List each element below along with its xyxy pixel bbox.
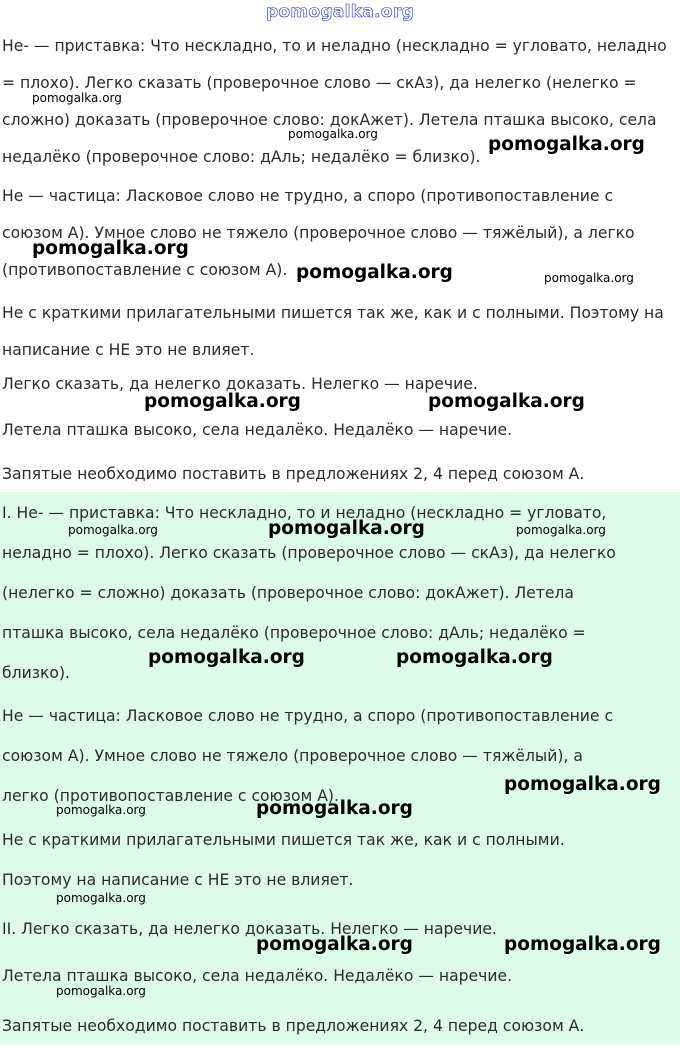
paragraph-adverb-2 (2, 412, 678, 449)
watermark: pomogalka.org (488, 134, 645, 155)
text-line: Запятые необходимо поставить в предложениях 2, 4 перед союзом А. (2, 465, 585, 483)
watermark: pomogalka.org (32, 91, 122, 105)
text-line: близко). (2, 664, 71, 682)
watermark: pomogalka.org (144, 391, 301, 412)
text-line: написание с НЕ это не влияет. (2, 341, 255, 359)
text-line: Не с краткими прилагательными пишется так же, как и с полными. Поэтому на (2, 304, 664, 322)
watermark: pomogalka.org (504, 934, 661, 955)
watermark: pomogalka.org (56, 803, 146, 817)
text-line: Легко сказать, да нелегко доказать. Нелегко — наречие. (2, 375, 478, 393)
paragraph-short-adjectives (2, 295, 678, 369)
text-line: неладно = плохо). Легко сказать (проверочное слово — скАз), да нелегко (2, 544, 616, 562)
text-line: I. Не- — приставка: Что нескладно, то и неладно (нескладно = угловато, (2, 504, 607, 522)
text-line: Запятые необходимо поставить в предложениях 2, 4 перед союзом А. (2, 1017, 585, 1035)
answer-section-2 (0, 492, 680, 1044)
watermark: pomogalka.org (516, 523, 606, 537)
text-line: недалёко (проверочное слово: дАль; недалёко = близко). (2, 148, 481, 166)
text-line: союзом А). Умное слово не тяжело (проверочное слово — тяжёлый), а легко (2, 224, 635, 242)
watermark: pomogalka.org (296, 262, 453, 283)
watermark: pomogalka.org (256, 934, 413, 955)
paragraph-commas (2, 1006, 678, 1046)
site-brand-header: pomogalka.org (265, 2, 415, 22)
watermark: pomogalka.org (256, 798, 413, 819)
text-line: Летела пташка высоко, села недалёко. Недалёко — наречие. (2, 421, 513, 439)
text-line: сложно) доказать (проверочное слово: докАжет). Летела пташка высоко, села (2, 111, 657, 129)
watermark: pomogalka.org (428, 391, 585, 412)
text-line: Не- — приставка: Что нескладно, то и неладно (нескладно = угловато, неладно (2, 37, 667, 55)
watermark: pomogalka.org (504, 774, 661, 795)
paragraph-commas (2, 456, 678, 493)
watermark: pomogalka.org (544, 271, 634, 285)
watermark: pomogalka.org (288, 127, 378, 141)
text-line: пташка высоко, села недалёко (проверочное слово: дАль; недалёко = (2, 624, 586, 642)
text-line: Не — частица: Ласковое слово не трудно, а споро (противопоставление с (2, 707, 614, 725)
text-line: Летела пташка высоко, села недалёко. Недалёко — наречие. (2, 967, 513, 985)
watermark: pomogalka.org (56, 891, 146, 905)
watermark: pomogalka.org (68, 523, 158, 537)
text-line: легко (противопоставление с союзом А). (2, 787, 339, 805)
watermark: pomogalka.org (268, 518, 425, 539)
text-line: Поэтому на написание с НЕ это не влияет. (2, 871, 354, 889)
watermark: pomogalka.org (56, 984, 146, 998)
text-line: Не — частица: Ласковое слово не трудно, а споро (противопоставление с (2, 187, 614, 205)
text-line: (противопоставление с союзом А). (2, 261, 288, 279)
text-line: (нелегко = сложно) доказать (проверочное слово: докАжет). Летела (2, 584, 574, 602)
text-line: союзом А). Умное слово не тяжело (проверочное слово — тяжёлый), а (2, 747, 583, 765)
text-line: Не с краткими прилагательными пишется так же, как и с полными. (2, 831, 565, 849)
text-line: = плохо). Легко сказать (проверочное слово — скАз), да нелегко (нелегко = (2, 74, 637, 92)
text-line: II. Легко сказать, да нелегко доказать. Нелегко — наречие. (2, 920, 497, 938)
paragraph-short-adjectives (2, 820, 678, 900)
watermark: pomogalka.org (396, 647, 553, 668)
watermark: pomogalka.org (148, 647, 305, 668)
watermark: pomogalka.org (32, 238, 189, 259)
